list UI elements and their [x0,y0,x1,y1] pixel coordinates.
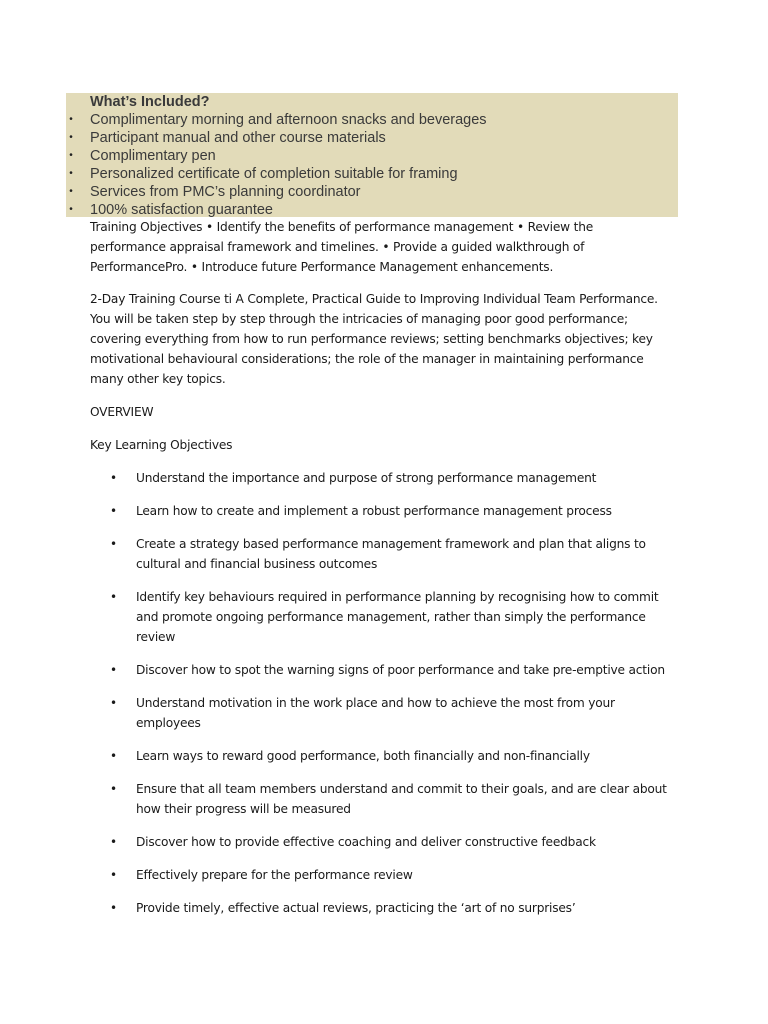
objective-item [110,898,670,918]
bullet-icon: • [110,901,117,915]
objective-item [110,501,670,521]
bullet-icon: • [110,590,117,604]
whats-included-heading: What’s Included? [90,94,210,110]
bullet-icon: • [69,186,73,197]
objective-text: Ensure that all team members understand and commit to their goals, and are clear about how their progress will be measured [136,782,667,816]
bullet-icon: • [69,114,73,125]
bullet-icon: • [69,132,73,143]
included-item-text: Personalized certificate of completion suitable for framing [90,166,458,182]
bullet-icon: • [110,696,117,710]
bullet-icon: • [110,782,117,796]
included-item [66,183,487,201]
included-item [66,147,487,165]
key-learning-objectives-heading: Key Learning Objectives [90,438,233,452]
objective-text: Learn ways to reward good performance, both financially and non-financially [136,749,590,763]
training-objectives-paragraph: Training Objectives • Identify the benefits of performance management • Review the performance appraisal framework and timelines. • Provide a guided walkthrough of PerformancePro. • Introduce future Performance Management enhancements. [90,220,594,274]
objective-text: Discover how to provide effective coaching and deliver constructive feedback [136,835,596,849]
bullet-icon: • [69,150,73,161]
objective-text: Understand the importance and purpose of strong performance management [136,471,597,485]
included-item [66,165,487,183]
bullet-icon: • [69,168,73,179]
objective-text: Discover how to spot the warning signs of poor performance and take pre-emptive action [136,663,665,677]
objective-item [110,660,670,680]
bullet-icon: • [110,749,117,763]
overview-heading: OVERVIEW [90,405,154,419]
included-item-text: Services from PMC’s planning coordinator [90,184,361,200]
objective-item [110,865,670,885]
bullet-icon: • [110,504,117,518]
objective-text: Provide timely, effective actual reviews, practicing the ‘art of no surprises’ [136,901,576,915]
course-intro-paragraph: 2-Day Training Course ti A Complete, Practical Guide to Improving Individual Team Performance. You will be taken step by step through the intricacies of managing poor good performance; covering everything from how to run performance reviews; setting benchmarks objectives; key motivational behavioural considerations; the role of the manager in maintaining performance many other key topics. [90,292,658,386]
objective-item [110,779,670,819]
bullet-icon: • [110,537,117,551]
objective-item [110,468,670,488]
whats-included-list [66,111,487,219]
objective-item [110,693,670,733]
bullet-icon: • [110,663,117,677]
objective-text: Create a strategy based performance management framework and plan that aligns to cultural and financial business outcomes [136,537,646,571]
bullet-icon: • [110,835,117,849]
bullet-icon: • [69,204,73,215]
objective-text: Understand motivation in the work place and how to achieve the most from your employees [136,696,615,730]
bullet-icon: • [110,471,117,485]
objective-item [110,534,670,574]
learning-objectives-list [110,468,670,931]
objective-text: Learn how to create and implement a robust performance management process [136,504,612,518]
objective-text: Identify key behaviours required in performance planning by recognising how to commit and promote ongoing performance management, rather than simply the performance review [136,590,659,644]
objective-text: Effectively prepare for the performance review [136,868,413,882]
included-item-text: Complimentary morning and afternoon snacks and beverages [90,112,487,128]
objective-item [110,587,670,647]
included-item-text: 100% satisfaction guarantee [90,202,273,218]
bullet-icon: • [110,868,117,882]
included-item [66,129,487,147]
included-item-text: Participant manual and other course materials [90,130,386,146]
objective-item [110,746,670,766]
included-item [66,111,487,129]
objective-item [110,832,670,852]
included-item-text: Complimentary pen [90,148,216,164]
